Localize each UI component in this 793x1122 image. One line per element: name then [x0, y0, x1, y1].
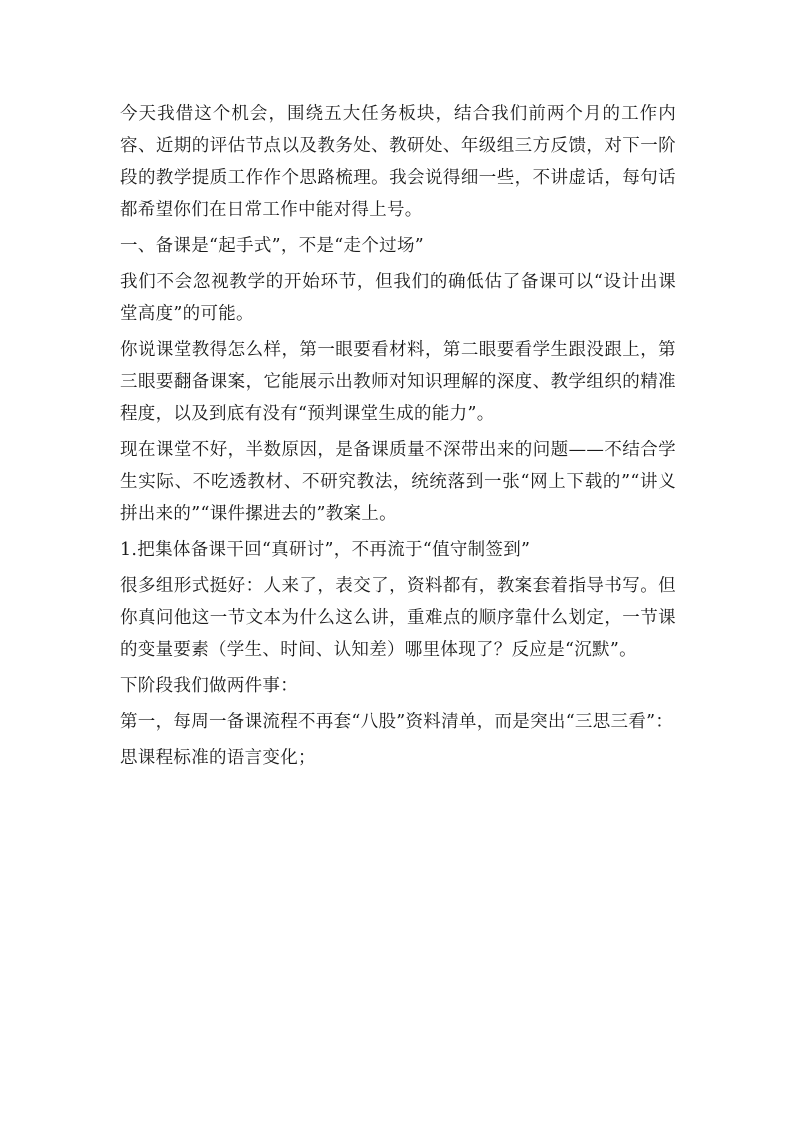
- body-paragraph: 第一，每周一备课流程不再套“八股”资料清单，而是突出“三思三看”：: [120, 712, 674, 732]
- subsection-heading: 1.把集体备课干回“真研讨”，不再流于“值守制签到”: [120, 540, 531, 560]
- body-paragraph: 你说课堂教得怎么样，第一眼要看材料，第二眼要看学生跟没跟上，第三眼要翻备课案，它能展示出教师对知识理解的深度、教学组织的精准程度，以及到底有没有“预判课堂生成的能力”。: [120, 340, 676, 424]
- section-heading: 一、备课是“起手式”，不是“走个过场”: [120, 236, 424, 256]
- list-item: 思课程标准的语言变化；: [120, 748, 316, 768]
- body-paragraph: 现在课堂不好，半数原因，是备课质量不深带出来的问题——不结合学生实际、不吃透教材、不研究教法，统统落到一张“网上下载的”“讲义拼出来的”“课件摞进去的”教案上。: [120, 440, 676, 524]
- document-body: [120, 98, 676, 778]
- intro-paragraph: 今天我借这个机会，围绕五大任务板块，结合我们前两个月的工作内容、近期的评估节点以及教务处、教研处、年级组三方反馈，对下一阶段的教学提质工作作个思路梳理。我会说得细一些，不讲虚话，每句话都希望你们在日常工作中能对得上号。: [120, 104, 676, 220]
- body-paragraph: 我们不会忽视教学的开始环节，但我们的确低估了备课可以“设计出课堂高度”的可能。: [120, 272, 676, 324]
- body-paragraph: 很多组形式挺好：人来了，表交了，资料都有，教案套着指导书写。但你真问他这一节文本为什么这么讲，重难点的顺序靠什么划定，一节课的变量要素（学生、时间、认知差）哪里体现了？反应是“沉默”。: [120, 576, 676, 660]
- body-paragraph: 下阶段我们做两件事：: [120, 676, 298, 696]
